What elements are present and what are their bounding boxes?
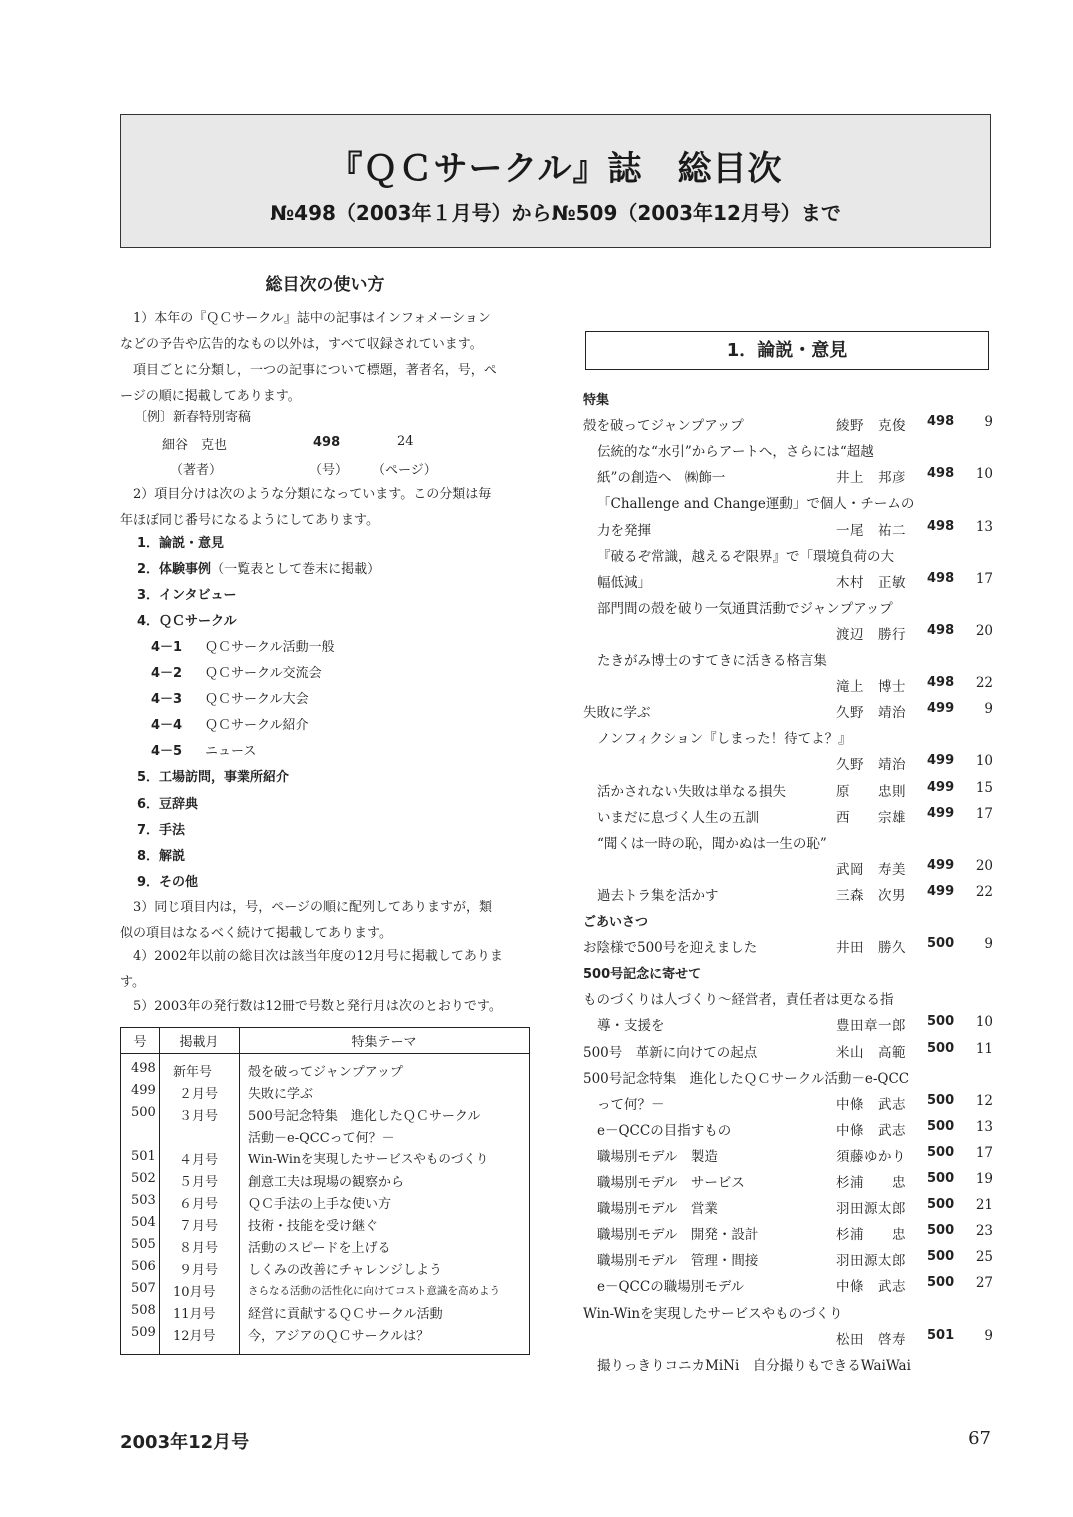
issue-theme: ＱＣ手法の上手な使い方: [248, 1197, 392, 1212]
category-number: 9．: [137, 875, 160, 890]
toc-entry: [583, 988, 993, 1008]
toc-entry: [583, 1041, 993, 1061]
issue-month: ６月号: [179, 1197, 219, 1212]
toc-entry: [583, 1302, 993, 1322]
article-author: 羽田源太郎: [836, 1253, 906, 1269]
article-issue: 500: [927, 1119, 955, 1134]
subcategory-4-3: [151, 690, 309, 710]
article-title: って何？－: [597, 1097, 665, 1113]
category-2: [137, 560, 380, 580]
example-issue-caption: （号）: [309, 463, 349, 478]
category-6: [137, 795, 198, 815]
toc-entry: [583, 1197, 993, 1217]
article-title: 失敗に学ぶ: [583, 705, 651, 721]
article-title: 職場別モデル 管理・間接: [597, 1253, 759, 1269]
article-title: “聞くは一時の恥，聞かぬは一生の恥”: [597, 836, 827, 852]
article-author: 綾野 克俊: [836, 418, 906, 434]
article-author: 須藤ゆかり: [836, 1149, 906, 1165]
article-page: 21: [975, 1197, 993, 1213]
article-issue: 498: [927, 414, 955, 429]
usage-heading: 総目次の使い方: [265, 275, 385, 295]
article-page: 15: [975, 780, 993, 796]
article-title: Win-Winを実現したサービスやものづくり: [583, 1306, 843, 1322]
issue-theme: さらなる活動の活性化に向けてコスト意識を高めよう: [248, 1285, 500, 1297]
subcategory-label: ＱＣサークル交流会: [205, 666, 322, 681]
toc-subheading: 500号記念に寄せて: [583, 967, 702, 982]
table-row: [121, 1149, 529, 1171]
toc-entry: [583, 1067, 993, 1087]
subcategory-number: 4－5: [151, 744, 183, 759]
page-subtitle: №498（2003年１月号）から№509（2003年12月号）まで: [270, 201, 841, 225]
article-issue: 500: [927, 1093, 955, 1108]
toc-entry: [583, 1354, 993, 1374]
article-issue: 499: [927, 858, 955, 873]
category-label: その他: [159, 875, 199, 890]
toc-entry: [583, 1145, 993, 1165]
issue-number: 503: [131, 1193, 156, 1208]
usage-paragraph-5: [120, 994, 532, 1020]
article-page: 9: [984, 1328, 993, 1344]
text-line: 1）本年の『ＱＣサークル』誌中の記事はインフォメーション: [120, 311, 491, 326]
article-page: 23: [975, 1223, 993, 1239]
article-issue: 498: [927, 675, 955, 690]
example-author-caption: （著者）: [170, 463, 223, 478]
toc-entry: [583, 936, 993, 956]
article-issue: 498: [927, 466, 955, 481]
category-label: 論説・意見: [159, 536, 225, 551]
category-label: 解説: [159, 849, 186, 864]
usage-paragraph-2: [120, 482, 532, 534]
text-line: 4）2002年以前の総目次は該当年度の12月号に掲載してありま: [120, 949, 503, 964]
article-title: 力を発揮: [597, 523, 651, 539]
article-issue: 500: [927, 1171, 955, 1186]
usage-paragraph-4: [120, 944, 532, 996]
category-number: 4．: [137, 614, 160, 629]
article-page: 17: [975, 571, 993, 587]
toc-entry: [583, 701, 993, 721]
article-author: 久野 靖治: [836, 757, 906, 773]
article-issue: 500: [927, 1197, 955, 1212]
text-line: 2）項目分けは次のような分類になっています。この分類は毎: [120, 487, 492, 502]
toc-entry: [583, 623, 993, 643]
issue-table: [120, 1027, 530, 1355]
article-page: 12: [975, 1093, 993, 1109]
category-4: [137, 612, 237, 632]
article-title: 職場別モデル サービス: [597, 1175, 745, 1191]
table-row: [121, 1215, 529, 1237]
example-author: 細谷 克也: [162, 438, 228, 453]
toc-entry: [583, 1275, 993, 1295]
category-8: [137, 847, 185, 867]
article-page: 20: [975, 858, 993, 874]
toc-entry: [583, 780, 993, 800]
category-label: ＱＣサークル: [159, 614, 237, 629]
issue-theme: Win-Winを実現したサービスやものづくり: [248, 1151, 489, 1166]
table-row: [121, 1105, 529, 1127]
subcategory-label: ＱＣサークル活動一般: [205, 640, 335, 655]
article-page: 10: [975, 1014, 993, 1030]
article-title: たきがみ博士のすてきに活きる格言集: [597, 653, 827, 669]
category-3: [137, 586, 237, 606]
article-page: 10: [975, 466, 993, 482]
toc-entry: [583, 1223, 993, 1243]
toc-entry: [583, 1119, 993, 1139]
category-9: [137, 873, 198, 893]
article-page: 9: [984, 414, 993, 430]
toc-entry: [583, 1328, 993, 1348]
table-row: [121, 1281, 529, 1303]
toc-entry: [583, 440, 993, 460]
article-author: 井田 勝久: [836, 940, 906, 956]
toc-entry: [583, 414, 993, 434]
page-number: 67: [968, 1428, 991, 1449]
issue-theme: しくみの改善にチャレンジしよう: [248, 1263, 442, 1278]
issue-theme: 技術・技能を受け継ぐ: [248, 1219, 379, 1234]
article-author: 西 宗雄: [836, 810, 906, 826]
category-1: [137, 534, 224, 554]
article-title: いまだに息づく人生の五訓: [597, 810, 759, 826]
issue-theme: 活動のスピードを上げる: [248, 1241, 391, 1256]
article-title: 500号記念特集 進化したＱＣサークル活動－e-QCC: [583, 1071, 910, 1087]
category-5: [137, 768, 289, 788]
subcategory-4-2: [151, 664, 322, 684]
table-row: [121, 1127, 529, 1149]
article-title: 撮りっきりコニカMiNi 自分撮りもできるWaiWai: [597, 1358, 911, 1374]
article-author: 米山 高範: [836, 1045, 906, 1061]
toc-entry: [583, 649, 993, 669]
subcategory-4-4: [151, 716, 309, 736]
issue-month: 11月号: [173, 1307, 216, 1322]
article-title: 職場別モデル 開発・設計: [597, 1227, 759, 1243]
toc-entry: [583, 806, 993, 826]
toc-entry: [583, 1171, 993, 1191]
table-header-theme: 特集テーマ: [351, 1035, 417, 1050]
article-page: 13: [975, 1119, 993, 1135]
article-page: 10: [975, 753, 993, 769]
toc-entry: [583, 519, 993, 539]
subcategory-label: ＱＣサークル紹介: [205, 718, 309, 733]
subcategory-number: 4－2: [151, 666, 183, 681]
usage-paragraph-1: [120, 306, 532, 410]
issue-number: 508: [131, 1303, 156, 1318]
article-page: 13: [975, 519, 993, 535]
article-page: 20: [975, 623, 993, 639]
article-title: 職場別モデル 営業: [597, 1201, 718, 1217]
article-issue: 501: [927, 1328, 955, 1343]
article-title: ものづくりは人づくり～経営者，責任者は更なる指: [583, 992, 894, 1008]
article-author: 羽田源太郎: [836, 1201, 906, 1217]
article-issue: 500: [927, 1014, 955, 1029]
article-author: 一尾 祐二: [836, 523, 906, 539]
toc-subheading: 特集: [583, 393, 610, 408]
article-issue: 500: [927, 1249, 955, 1264]
table-row: [121, 1303, 529, 1325]
category-label: 豆辞典: [159, 797, 199, 812]
issue-theme: 殻を破ってジャンプアップ: [248, 1065, 403, 1080]
article-title: お陰様で500号を迎えました: [583, 940, 758, 956]
issue-month: ８月号: [179, 1241, 219, 1256]
issue-theme: 活動－e-QCCって何？－: [248, 1131, 395, 1146]
toc-entry: [583, 545, 993, 565]
article-issue: 500: [927, 1041, 955, 1056]
article-issue: 499: [927, 701, 955, 716]
table-row: [121, 1193, 529, 1215]
article-author: 中條 武志: [836, 1123, 906, 1139]
header-divider: [121, 1053, 529, 1054]
example-page: 24: [397, 434, 414, 449]
issue-number: 506: [131, 1259, 156, 1274]
article-author: 木村 正敏: [836, 575, 906, 591]
article-title: 過去トラ集を活かす: [597, 888, 719, 904]
article-issue: 498: [927, 519, 955, 534]
issue-number: 499: [131, 1083, 156, 1098]
subcategory-label: ニュース: [205, 744, 257, 759]
article-page: 11: [975, 1041, 993, 1057]
table-row: [121, 1061, 529, 1083]
article-author: 豊田章一郎: [836, 1018, 906, 1034]
issue-theme: 失敗に学ぶ: [248, 1087, 314, 1102]
issue-month: ７月号: [179, 1219, 219, 1234]
article-title: 幅低減」: [597, 575, 651, 591]
toc-entry: [583, 571, 993, 591]
subcategory-4-1: [151, 638, 335, 658]
article-page: 27: [975, 1275, 993, 1291]
article-page: 22: [975, 675, 993, 691]
article-title: e－QCCの目指すもの: [597, 1123, 732, 1139]
toc-entry: [583, 1014, 993, 1034]
article-title: ノンフィクション『しまった！待てよ？』: [597, 731, 852, 747]
category-number: 7．: [137, 823, 160, 838]
category-number: 1．: [137, 536, 160, 551]
article-author: 渡辺 勝行: [836, 627, 906, 643]
issue-number: 502: [131, 1171, 156, 1186]
category-label: 工場訪問，事業所紹介: [159, 770, 290, 785]
issue-month: ９月号: [179, 1263, 219, 1278]
category-label: インタビュー: [159, 588, 237, 603]
category-label: 体験事例: [159, 562, 212, 577]
page-title: 『ＱＣサークル』誌 総目次: [328, 149, 783, 189]
table-row: [121, 1083, 529, 1105]
category-number: 2．: [137, 562, 160, 577]
article-title: 紙”の創造へ ㈱飾一: [597, 470, 726, 486]
toc-entry: [583, 1093, 993, 1113]
issue-month: 12月号: [173, 1329, 216, 1344]
article-author: 中條 武志: [836, 1279, 906, 1295]
subcategory-label: ＱＣサークル大会: [205, 692, 309, 707]
article-title: e－QCCの職場別モデル: [597, 1279, 745, 1295]
article-author: 久野 靖治: [836, 705, 906, 721]
example-issue: 498: [313, 435, 341, 450]
issue-number: 501: [131, 1149, 156, 1164]
subcategory-number: 4－1: [151, 640, 183, 655]
article-issue: 499: [927, 753, 955, 768]
article-author: 井上 邦彦: [836, 470, 906, 486]
table-row: [121, 1237, 529, 1259]
text-line: 項目ごとに分類し，一つの記事について標題，著者名，号，ペ: [120, 363, 497, 378]
article-page: 17: [975, 806, 993, 822]
issue-month: ５月号: [179, 1175, 219, 1190]
toc-entry: [583, 753, 993, 773]
article-issue: 500: [927, 1275, 955, 1290]
article-title: 500号 革新に向けての起点: [583, 1045, 758, 1061]
section-title-box: 1．論説・意見: [585, 331, 989, 370]
text-line: ージの順に掲載してあります。: [120, 389, 301, 404]
table-row: [121, 1325, 529, 1347]
issue-number: 500: [131, 1105, 156, 1120]
article-issue: 498: [927, 571, 955, 586]
issue-month: 10月号: [173, 1285, 216, 1300]
article-title: 職場別モデル 製造: [597, 1149, 718, 1165]
article-title: 「Challenge and Change運動」で個人・チームの: [597, 496, 915, 512]
article-page: 19: [975, 1171, 993, 1187]
article-author: 杉浦 忠: [836, 1227, 906, 1243]
article-author: 滝上 博士: [836, 679, 906, 695]
issue-number: 498: [131, 1061, 156, 1076]
article-title: 『破るぞ常識，越えるぞ限界』で「環境負荷の大: [597, 549, 894, 565]
issue-month: ３月号: [179, 1109, 219, 1124]
subcategory-4-5: [151, 742, 256, 762]
article-author: 松田 啓寿: [836, 1332, 906, 1348]
usage-paragraph-3: [120, 895, 532, 947]
text-line: 3）同じ項目内は，号，ページの順に配列してありますが，類: [120, 900, 493, 915]
article-author: 杉浦 忠: [836, 1175, 906, 1191]
article-title: 導・支援を: [597, 1018, 665, 1034]
category-label: 手法: [159, 823, 186, 838]
article-issue: 499: [927, 780, 955, 795]
issue-number: 507: [131, 1281, 156, 1296]
table-row: [121, 1259, 529, 1281]
example-label: 〔例〕新春特別寄稿: [134, 410, 252, 425]
subcategory-number: 4－3: [151, 692, 183, 707]
article-issue: 500: [927, 1145, 955, 1160]
article-title: 部門間の殻を破り一気通貫活動でジャンプアップ: [597, 601, 893, 617]
article-issue: 500: [927, 1223, 955, 1238]
table-row: [121, 1171, 529, 1193]
article-issue: 499: [927, 884, 955, 899]
table-header-month: 掲載月: [179, 1035, 219, 1050]
category-number: 6．: [137, 797, 160, 812]
issue-month: ４月号: [179, 1153, 219, 1168]
issue-number: 505: [131, 1237, 156, 1252]
text-line: 似の項目はなるべく続けて掲載してあります。: [120, 926, 392, 941]
table-header-issue: 号: [133, 1035, 147, 1050]
subcategory-number: 4－4: [151, 718, 183, 733]
footer-issue-label: 2003年12月号: [120, 1432, 250, 1453]
article-title: 殻を破ってジャンプアップ: [583, 418, 744, 434]
issue-theme: 500号記念特集 進化したＱＣサークル: [248, 1109, 481, 1124]
article-page: 17: [975, 1145, 993, 1161]
issue-month: 新年号: [173, 1065, 213, 1080]
toc-entry: [583, 597, 993, 617]
toc-entry: [583, 675, 993, 695]
article-author: 中條 武志: [836, 1097, 906, 1113]
text-line: などの予告や広告的なもの以外は，すべて収録されています。: [120, 337, 483, 352]
toc-entry: [583, 727, 993, 747]
article-page: 9: [984, 701, 993, 717]
issue-number: 509: [131, 1325, 156, 1340]
issue-number: 504: [131, 1215, 156, 1230]
article-title: 活かされない失敗は単なる損失: [597, 784, 786, 800]
text-line: 5）2003年の発行数は12冊で号数と発行月は次のとおりです。: [120, 999, 502, 1014]
category-number: 8．: [137, 849, 160, 864]
article-issue: 500: [927, 936, 955, 951]
article-page: 25: [975, 1249, 993, 1265]
text-line: す。: [120, 975, 145, 990]
example-page-caption: （ページ）: [372, 463, 437, 478]
article-author: 原 忠則: [836, 784, 906, 800]
text-line: 年ほぼ同じ番号になるようにしてあります。: [120, 513, 379, 528]
toc-subheading: ごあいさつ: [583, 915, 649, 930]
article-author: 三森 次男: [836, 888, 906, 904]
toc-entry: [583, 884, 993, 904]
toc-entry: [583, 492, 993, 512]
category-number: 5．: [137, 770, 160, 785]
category-number: 3．: [137, 588, 160, 603]
article-page: 22: [975, 884, 993, 900]
toc-entry: [583, 466, 993, 486]
issue-theme: 経営に貢献するＱＣサークル活動: [248, 1307, 443, 1322]
article-issue: 499: [927, 806, 955, 821]
category-note: （一覧表として巻末に掲載）: [211, 562, 381, 577]
article-author: 武岡 寿美: [836, 862, 906, 878]
article-page: 9: [984, 936, 993, 952]
toc-entry: [583, 858, 993, 878]
toc-entry: [583, 832, 993, 852]
article-issue: 498: [927, 623, 955, 638]
title-banner: [120, 114, 991, 248]
issue-theme: 今，アジアのＱＣサークルは？: [248, 1329, 430, 1344]
issue-month: ２月号: [179, 1087, 219, 1102]
issue-theme: 創意工夫は現場の観察から: [248, 1175, 405, 1190]
toc-entry: [583, 1249, 993, 1269]
category-7: [137, 821, 185, 841]
article-title: 伝統的な“水引”からアートへ，さらには“超越: [597, 444, 874, 460]
